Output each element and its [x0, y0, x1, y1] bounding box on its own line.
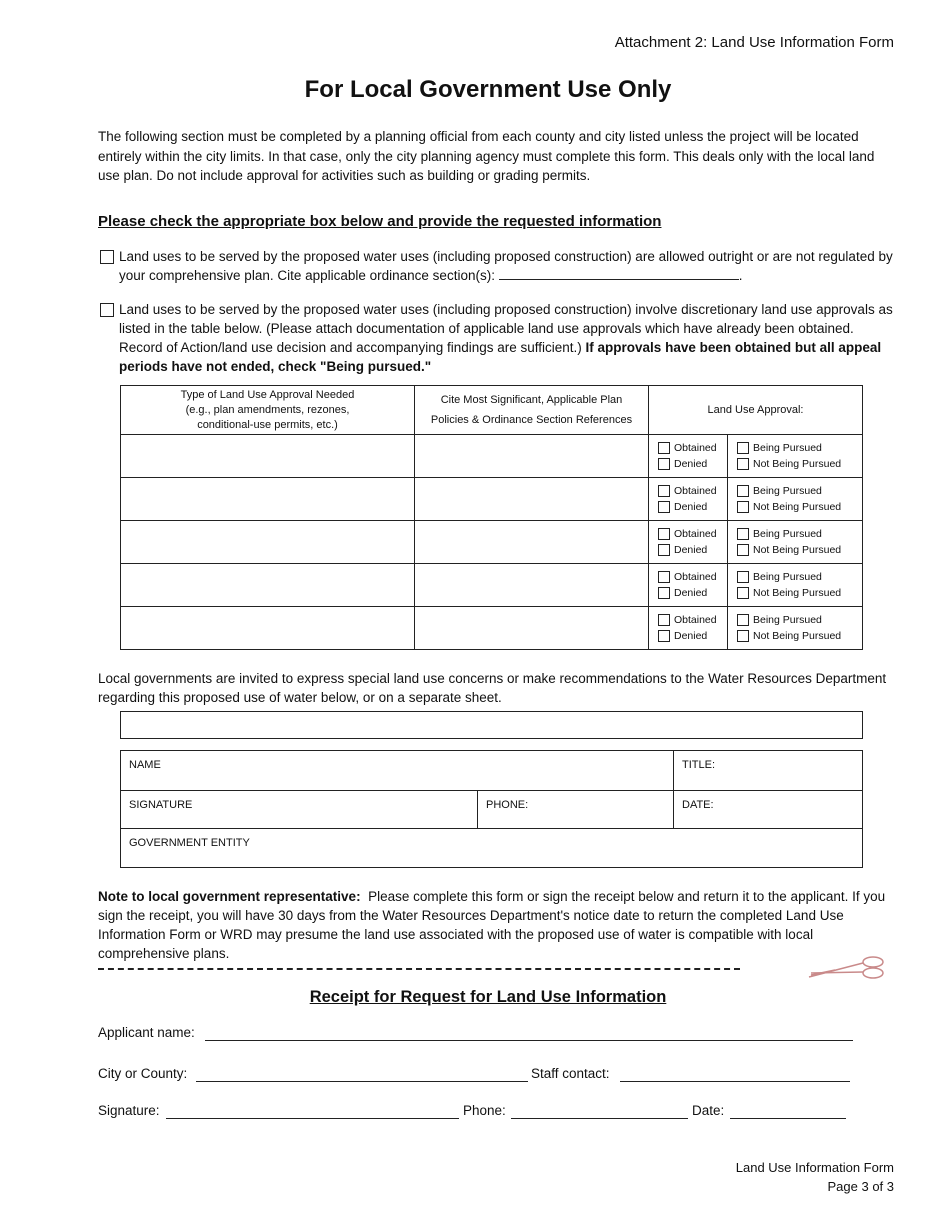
- note-paragraph: [98, 887, 898, 963]
- signature-field[interactable]: SIGNATURE: [121, 791, 478, 829]
- option-discretionary-checkbox[interactable]: [100, 303, 114, 317]
- government-entity-field[interactable]: GOVERNMENT ENTITY: [129, 837, 250, 849]
- date-field[interactable]: DATE:: [674, 791, 862, 829]
- option-discretionary-text: Land uses to be served by the proposed water uses (including proposed construction) involve discretionary land use approvals as listed in the table below. (Please attach documentation of applicable land use approvals which have already been obtained. Record of Action/land use decision and accompanying findings are sufficient.): [119, 302, 893, 355]
- references-cell[interactable]: [415, 564, 649, 607]
- being-pursued-option[interactable]: Being Pursued: [737, 569, 862, 585]
- staff-contact-field[interactable]: [620, 1081, 850, 1082]
- obtained-option[interactable]: Obtained: [658, 526, 727, 542]
- footer-form-name: Land Use Information Form: [735, 1160, 894, 1175]
- intro-paragraph: The following section must be completed by a planning official from each county and city listed unless the project will be located entirely within the city limits. In that case, only the city planning agency must complete this form. This deals only with the local land use plan. Do not include approval for activities such as building or grading permits.: [98, 129, 875, 183]
- denied-option[interactable]: Denied: [658, 456, 727, 472]
- approval-type-cell[interactable]: [121, 478, 415, 521]
- pursuit-cell: [728, 564, 863, 607]
- name-field[interactable]: NAME: [121, 751, 674, 791]
- denied-option[interactable]: Denied: [658, 542, 727, 558]
- option-allowed-outright: [98, 247, 893, 285]
- pursuit-cell: [728, 478, 863, 521]
- option-discretionary: [98, 300, 893, 376]
- obtained-checkbox[interactable]: [658, 442, 670, 454]
- being-pursued-checkbox[interactable]: [737, 528, 749, 540]
- receipt-date-label: Date:: [692, 1103, 725, 1118]
- receipt-phone-label: Phone:: [463, 1103, 506, 1118]
- status-cell: [649, 521, 728, 564]
- page-footer: [736, 1158, 894, 1196]
- references-cell[interactable]: [415, 607, 649, 650]
- concerns-paragraph: Local governments are invited to express special land use concerns or make recommendations to the Water Resources Department regarding this proposed use of water below, or on a separate sheet.: [98, 671, 887, 705]
- obtained-checkbox[interactable]: [658, 528, 670, 540]
- not-being-pursued-checkbox[interactable]: [737, 544, 749, 556]
- denied-checkbox[interactable]: [658, 544, 670, 556]
- section-heading: Please check the appropriate box below and provide the requested information: [98, 213, 662, 230]
- col-approval-type-header: Type of Land Use Approval Needed (e.g., plan amendments, rezones, conditional-use permits, etc.): [121, 386, 415, 435]
- staff-contact-label: Staff contact:: [531, 1066, 610, 1081]
- approval-row: [121, 564, 863, 607]
- option-allowed-end: .: [738, 268, 743, 283]
- status-cell: [649, 607, 728, 650]
- references-cell[interactable]: [415, 435, 649, 478]
- not-being-pursued-option[interactable]: Not Being Pursued: [737, 585, 862, 601]
- being-pursued-option[interactable]: Being Pursued: [737, 483, 862, 499]
- being-pursued-checkbox[interactable]: [737, 614, 749, 626]
- being-pursued-checkbox[interactable]: [737, 571, 749, 583]
- approval-row: [121, 521, 863, 564]
- obtained-option[interactable]: Obtained: [658, 440, 727, 456]
- denied-checkbox[interactable]: [658, 458, 670, 470]
- ordinance-section-field[interactable]: [499, 266, 739, 280]
- pursuit-cell: [728, 607, 863, 650]
- page-header: Attachment 2: Land Use Information Form: [614, 34, 894, 51]
- obtained-checkbox[interactable]: [658, 614, 670, 626]
- note-text: Please complete this form or sign the receipt below and return it to the applicant. If you sign the receipt, you will have 30 days from the Water Resources Department's notice date to return the completed Land Use Information Form or WRD may presume the land use associated with the proposed use of water is compatible with local comprehensive plans.: [98, 889, 886, 961]
- approval-row: [121, 607, 863, 650]
- phone-field[interactable]: PHONE:: [478, 791, 674, 829]
- cut-line: [98, 968, 740, 970]
- approval-table: [120, 385, 863, 650]
- status-cell: [649, 564, 728, 607]
- being-pursued-option[interactable]: Being Pursued: [737, 612, 862, 628]
- col-land-use-approval-header: Land Use Approval:: [649, 386, 863, 435]
- page-title: For Local Government Use Only: [304, 76, 672, 103]
- denied-checkbox[interactable]: [658, 587, 670, 599]
- denied-checkbox[interactable]: [658, 630, 670, 642]
- option-allowed-checkbox[interactable]: [100, 250, 114, 264]
- approval-row: [121, 478, 863, 521]
- references-cell[interactable]: [415, 521, 649, 564]
- obtained-checkbox[interactable]: [658, 485, 670, 497]
- footer-page-number: Page 3 of 3: [827, 1179, 894, 1194]
- city-county-label: City or County:: [98, 1066, 188, 1081]
- not-being-pursued-option[interactable]: Not Being Pursued: [737, 542, 862, 558]
- denied-option[interactable]: Denied: [658, 628, 727, 644]
- receipt-date-field[interactable]: [730, 1118, 846, 1119]
- approval-row: [121, 435, 863, 478]
- option-discretionary-bold: If approvals have been obtained but all appeal periods have not ended, check "Being pursued.": [119, 340, 882, 374]
- note-bold: Note to local government representative:: [98, 889, 361, 904]
- applicant-name-label: Applicant name:: [98, 1025, 195, 1040]
- not-being-pursued-option[interactable]: Not Being Pursued: [737, 456, 862, 472]
- receipt-signature-field[interactable]: [166, 1118, 459, 1119]
- obtained-option[interactable]: Obtained: [658, 569, 727, 585]
- col-references-header: Cite Most Significant, Applicable Plan Policies & Ordinance Section References: [415, 386, 649, 435]
- concerns-input[interactable]: [120, 711, 863, 739]
- references-cell[interactable]: [415, 478, 649, 521]
- denied-option[interactable]: Denied: [658, 499, 727, 515]
- not-being-pursued-checkbox[interactable]: [737, 630, 749, 642]
- city-county-field[interactable]: [196, 1081, 528, 1082]
- applicant-name-field[interactable]: [205, 1040, 853, 1041]
- not-being-pursued-checkbox[interactable]: [737, 501, 749, 513]
- status-cell: [649, 478, 728, 521]
- title-field[interactable]: TITLE:: [674, 751, 862, 791]
- signature-block: [120, 750, 863, 868]
- being-pursued-checkbox[interactable]: [737, 442, 749, 454]
- option-allowed-text: Land uses to be served by the proposed water uses (including proposed construction) are allowed outright or are not regulated by your comprehensive plan. Cite applicable ordinance section(s):: [119, 249, 893, 283]
- approval-type-cell[interactable]: [121, 521, 415, 564]
- being-pursued-checkbox[interactable]: [737, 485, 749, 497]
- obtained-option[interactable]: Obtained: [658, 483, 727, 499]
- receipt-signature-label: Signature:: [98, 1103, 160, 1118]
- approval-type-cell[interactable]: [121, 564, 415, 607]
- not-being-pursued-option[interactable]: Not Being Pursued: [737, 628, 862, 644]
- obtained-checkbox[interactable]: [658, 571, 670, 583]
- not-being-pursued-checkbox[interactable]: [737, 587, 749, 599]
- pursuit-cell: [728, 435, 863, 478]
- pursuit-cell: [728, 521, 863, 564]
- obtained-option[interactable]: Obtained: [658, 612, 727, 628]
- receipt-phone-field[interactable]: [511, 1118, 688, 1119]
- denied-option[interactable]: Denied: [658, 585, 727, 601]
- status-cell: [649, 435, 728, 478]
- denied-checkbox[interactable]: [658, 501, 670, 513]
- not-being-pursued-checkbox[interactable]: [737, 458, 749, 470]
- being-pursued-option[interactable]: Being Pursued: [737, 526, 862, 542]
- approval-type-cell[interactable]: [121, 435, 415, 478]
- being-pursued-option[interactable]: Being Pursued: [737, 440, 862, 456]
- scissors-icon: [805, 953, 887, 983]
- approval-type-cell[interactable]: [121, 607, 415, 650]
- not-being-pursued-option[interactable]: Not Being Pursued: [737, 499, 862, 515]
- receipt-title: Receipt for Request for Land Use Information: [309, 988, 667, 1006]
